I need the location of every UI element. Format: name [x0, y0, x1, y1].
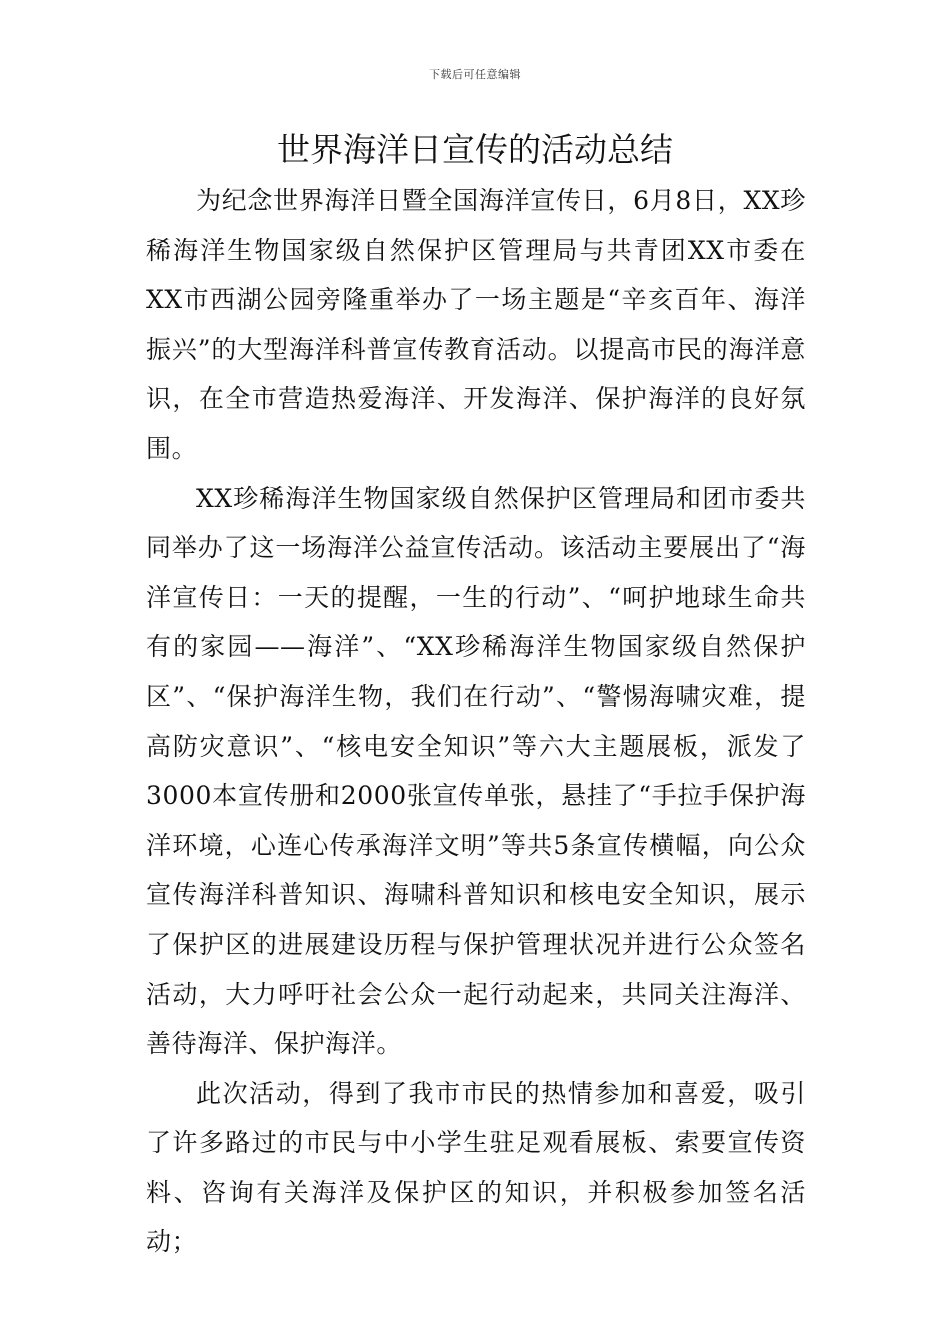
document-body [146, 176, 806, 1267]
paragraph-1: 为纪念世界海洋日暨全国海洋宣传日，6月8日，XX珍稀海洋生物国家级自然保护区管理局与共青团XX市委在XX市西湖公园旁隆重举办了一场主题是“辛亥百年、海洋振兴”的大型海洋科普宣传教育活动。以提高市民的海洋意识，在全市营造热爱海洋、开发海洋、保护海洋的良好氛围。 [146, 186, 806, 463]
header-note: 下载后可任意编辑 [429, 68, 521, 81]
paragraph-3: 此次活动，得到了我市市民的热情参加和喜爱，吸引了许多路过的市民与中小学生驻足观看展板、索要宣传资料、咨询有关海洋及保护区的知识，并积极参加签名活动； [146, 1078, 806, 1257]
paragraph-2: XX珍稀海洋生物国家级自然保护区管理局和团市委共同举办了这一场海洋公益宣传活动。该活动主要展出了“海洋宣传日：一天的提醒，一生的行动”、“呵护地球生命共有的家园——海洋”、“XX珍稀海洋生物国家级自然保护区”、“保护海洋生物，我们在行动”、“警惕海啸灾难，提高防灾意识”、“核电安全知识”等六大主题展板，派发了3000本宣传册和2000张宣传单张，悬挂了“手拉手保护海洋环境，心连心传承海洋文明”等共5条宣传横幅，向公众宣传海洋科普知识、海啸科普知识和核电安全知识，展示了保护区的进展建设历程与保护管理状况并进行公众签名活动，大力呼吁社会公众一起行动起来，共同关注海洋、善待海洋、保护海洋。 [146, 483, 806, 1059]
document-title: 世界海洋日宣传的活动总结 [277, 130, 673, 169]
